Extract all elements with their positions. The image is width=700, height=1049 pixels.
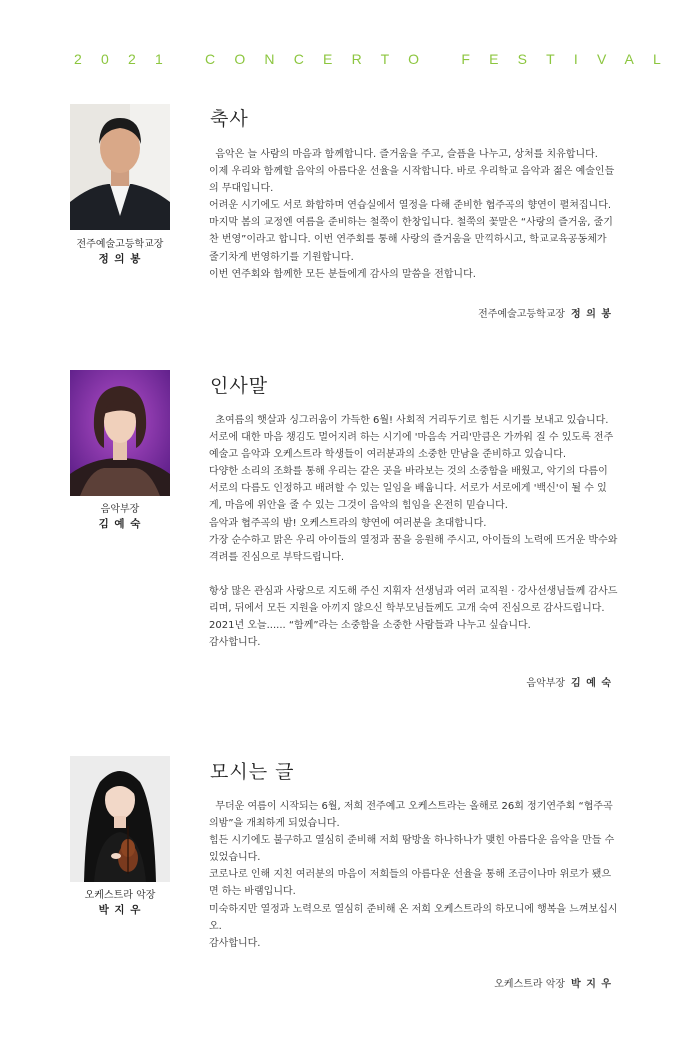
section-title: 인사말 (210, 375, 269, 397)
paragraph: 가장 순수하고 맑은 우리 아이들의 열정과 꿈을 응원해 주시고, 아이들의 노력에 뜨거운 박수와 격려를 진심으로 부탁드립니다. (209, 534, 618, 563)
paragraph: 2021년 오늘...... “함께”라는 소중함을 소중한 사람들과 나누고 싶습니다. (209, 620, 531, 632)
principal-name: 정 의 봉 (98, 253, 142, 265)
paragraph-gap (209, 566, 619, 583)
signature-role: 음악부장 (526, 678, 566, 689)
section-body (209, 798, 619, 952)
concertmaster-caption (50, 889, 190, 917)
signature-name: 정 의 봉 (571, 309, 612, 320)
paragraph: 음악과 협주곡의 밤! 오케스트라의 향연에 여러분을 초대합니다. (209, 517, 487, 529)
signature (478, 305, 612, 320)
section-body (209, 146, 619, 283)
concertmaster-role: 오케스트라 악장 (84, 890, 156, 901)
section-title: 축사 (210, 108, 249, 130)
music-director-name: 김 예 숙 (98, 518, 142, 530)
paragraph: 어려운 시기에도 서로 화합하며 연습실에서 열정을 다해 준비한 협주곡의 향연이 펼쳐집니다. 마지막 봄의 교정엔 여름을 준비하는 철쭉이 한창입니다. 철쭉의 꽃말은 “사랑의 즐거움, 줄기찬 번영”이라고 합니다. 이번 연주회를 통해 사랑의 즐거움을 만끽하시고, 학교교육공동체가 줄기차게 번영하기를 기원합니다. (209, 200, 613, 263)
music-director-photo (70, 370, 170, 496)
paragraph: 이제 우리와 함께할 음악의 아름다운 선율을 시작합니다. 바로 우리학교 음악과 젊은 예술인들의 무대입니다. (209, 166, 615, 195)
music-director-role: 음악부장 (100, 504, 140, 515)
festival-header: 2021 CONCERTO FESTIVAL (74, 51, 681, 67)
paragraph: 코로나로 인해 지친 여러분의 마음이 저희들의 아름다운 선율을 통해 조금이나마 위로가 됐으면 하는 바램입니다. (209, 869, 612, 898)
signature-role: 오케스트라 악장 (494, 979, 566, 990)
music-director-caption (50, 503, 190, 531)
principal-role: 전주예술고등학교장 (76, 239, 164, 250)
signature-name: 박 지 우 (571, 979, 612, 990)
concertmaster-photo (70, 756, 170, 882)
concertmaster-name: 박 지 우 (98, 904, 142, 916)
section-title: 모시는 글 (210, 761, 295, 783)
signature-name: 김 예 숙 (571, 678, 612, 689)
principal-photo (70, 104, 170, 230)
paragraph: 항상 많은 관심과 사랑으로 지도해 주신 지휘자 선생님과 여러 교직원 · 강사선생님들께 감사드리며, 뒤에서 모든 지원을 아끼지 않으신 학부모님들께도 고개 숙여 진심으로 감사드립니다. (209, 585, 618, 614)
signature (494, 975, 612, 990)
principal-caption (50, 238, 190, 266)
signature (526, 674, 612, 689)
paragraph: 미숙하지만 열정과 노력으로 열심히 준비해 온 저희 오케스트라의 하모니에 행복을 느껴보십시오. (209, 903, 618, 932)
paragraph: 초여름의 햇살과 싱그러움이 가득한 6월! 사회적 거리두기로 힘든 시기를 보내고 있습니다. 서로에 대한 마음 챙김도 멀어지려 하는 시기에 '마음속 거리'만큼은 가까워 질 수 있도록 전주예술고 음악과 오케스트라 학생들이 여러분과의 소중한 만남을 준비하고 있습니다. (209, 415, 614, 461)
paragraph: 이번 연주회와 함께한 모든 분들에게 감사의 말씀을 전합니다. (209, 268, 476, 280)
paragraph: 힘든 시기에도 불구하고 열심히 준비해 저희 땀방울 하나하나가 맺힌 아름다운 음악을 만들 수 있었습니다. (209, 835, 615, 864)
paragraph: 다양한 소리의 조화를 통해 우리는 같은 곳을 바라보는 것의 소중함을 배웠고, 악기의 다름이 서로의 다름도 인정하고 배려할 수 있는 일임을 배웁니다. 서로가 서로에게 '백신'이 될 수 있게, 마음에 위안을 줄 수 있는 그것이 음악의 힘임을 온전히 믿습니다. (209, 466, 608, 512)
section-body (209, 412, 619, 651)
paragraph: 무더운 여름이 시작되는 6월, 저희 전주예고 오케스트라는 올해로 26회 정기연주회 “협주곡의밤”을 개최하게 되었습니다. (209, 801, 613, 830)
paragraph: 감사합니다. (209, 937, 261, 949)
paragraph: 감사합니다. (209, 637, 261, 649)
paragraph: 음악은 늘 사람의 마음과 함께합니다. 즐거움을 주고, 슬픔을 나누고, 상처를 치유합니다. (209, 149, 598, 160)
signature-role: 전주예술고등학교장 (478, 309, 566, 320)
